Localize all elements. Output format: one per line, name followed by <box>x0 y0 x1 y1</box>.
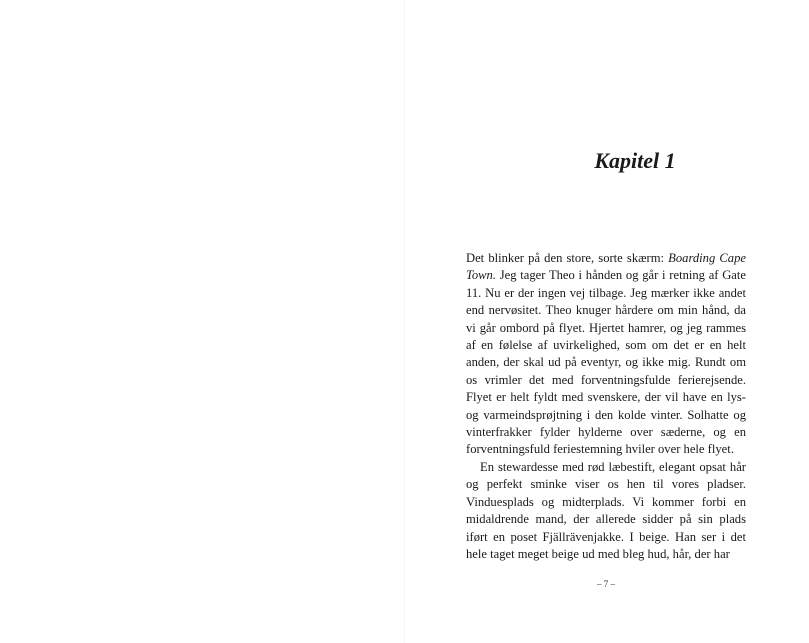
paragraph-1 <box>466 250 746 459</box>
paragraph-2: En stewardesse med rød læbestift, elegant opsat hår og perfekt sminke viser os hen til vores pladser. Vinduesplads og midterplads. Vi kommer forbi en midaldrende mand, der allerede sidder på sin plads iført en poset Fjällrävenjakke. I beige. Han ser i det hele taget meget beige ud med bleg hud, hår, der har <box>466 459 746 561</box>
boarding-notice: Boarding Cape Town. <box>466 251 746 283</box>
paragraph-1-rest: Jeg tager Theo i hånden og går i retning af Gate 11. Nu er der ingen vej tilbage. Jeg mærker ikke andet end nervøsitet. Theo knuger hårdere om min hånd, da vi går ombord på flyet. Hjertet hamrer, og jeg rammes af en følelse af uvirkelighed, som om det er en helt anden, der skal ud på eventyr, og ikke mig. Rundt om os vrimler det med forventningsfulde ferierejsende. Flyet er helt fyldt med svenskere, der vil have en lys- og varmeindsprøjtning i den kolde vinter. Solhatte og vinterfrakker fylder hylderne over sæderne, og en forventningsfuld feriestemning hviler over hele flyet. <box>466 268 746 457</box>
right-page <box>405 0 809 643</box>
page-number: – 7 – <box>597 579 615 589</box>
chapter-body <box>466 250 746 563</box>
paragraph-1-lead: Det blinker på den store, sorte skærm: <box>466 251 669 265</box>
chapter-title: Kapitel 1 <box>594 148 676 173</box>
left-page-blank <box>0 0 404 643</box>
